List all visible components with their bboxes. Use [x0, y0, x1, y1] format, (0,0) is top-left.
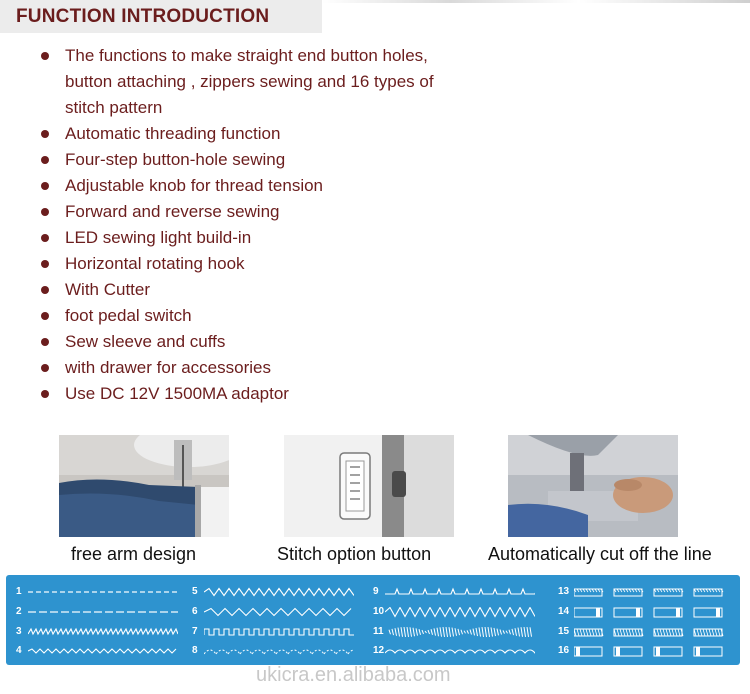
stitch-number: 5 [192, 586, 198, 597]
decorative-top-line [322, 0, 750, 3]
stitch-pattern-icon [204, 646, 354, 657]
stitch-pattern-icon [574, 627, 729, 638]
stitch-option-photo [284, 435, 454, 537]
stitch-number: 6 [192, 606, 198, 617]
feature-item: with drawer for accessories [38, 355, 458, 381]
stitch-pattern-icon [204, 587, 354, 598]
feature-item: Use DC 12V 1500MA adaptor [38, 381, 458, 407]
stitch-pattern-item [373, 584, 537, 600]
stitch-number: 9 [373, 586, 379, 597]
stitch-pattern-item [16, 604, 180, 620]
watermark: ukicra.en.alibaba.com [256, 664, 451, 686]
feature-item: Adjustable knob for thread tension [38, 173, 458, 199]
stitch-pattern-panel [6, 575, 740, 665]
stitch-pattern-item [16, 643, 180, 659]
stitch-number: 7 [192, 626, 198, 637]
feature-item: Sew sleeve and cuffs [38, 329, 458, 355]
stitch-pattern-item [560, 604, 729, 620]
stitch-pattern-icon [385, 646, 535, 657]
feature-list [38, 43, 458, 407]
stitch-pattern-icon [385, 627, 535, 638]
stitch-number: 8 [192, 645, 198, 656]
free-arm-caption: free arm design [71, 544, 197, 564]
stitch-pattern-icon [385, 607, 535, 618]
auto-cut-photo [508, 435, 678, 537]
feature-item: Horizontal rotating hook [38, 251, 458, 277]
stitch-option-caption: Stitch option button [277, 544, 432, 564]
stitch-pattern-item [373, 604, 537, 620]
stitch-number: 1 [16, 586, 22, 597]
stitch-pattern-item [560, 624, 729, 640]
stitch-pattern-icon [28, 607, 178, 618]
header-band [0, 0, 322, 33]
page-title: FUNCTION INTRODUCTION [16, 6, 270, 27]
stitch-number: 10 [373, 606, 385, 617]
stitch-pattern-item [373, 624, 537, 640]
feature-item: With Cutter [38, 277, 458, 303]
feature-item: LED sewing light build-in [38, 225, 458, 251]
stitch-number: 11 [373, 626, 384, 637]
stitch-pattern-item [192, 643, 356, 659]
stitch-pattern-item [16, 584, 180, 600]
stitch-pattern-item [373, 643, 537, 659]
stitch-number: 15 [558, 626, 570, 637]
stitch-pattern-icon [204, 627, 354, 638]
feature-item: Four-step button-hole sewing [38, 147, 458, 173]
stitch-pattern-item [192, 584, 356, 600]
stitch-number: 13 [558, 586, 570, 597]
stitch-number: 3 [16, 626, 22, 637]
stitch-pattern-icon [204, 607, 354, 618]
stitch-number: 14 [558, 606, 570, 617]
stitch-pattern-icon [28, 646, 178, 657]
feature-item: foot pedal switch [38, 303, 458, 329]
stitch-pattern-icon [574, 587, 729, 598]
stitch-pattern-item [560, 643, 729, 659]
free-arm-photo [59, 435, 229, 537]
stitch-number: 4 [16, 645, 22, 656]
auto-cut-caption: Automatically cut off the line [488, 544, 712, 564]
stitch-number: 16 [558, 645, 570, 656]
stitch-pattern-item [192, 624, 356, 640]
stitch-pattern-item [192, 604, 356, 620]
stitch-number: 2 [16, 606, 22, 617]
stitch-pattern-item [560, 584, 729, 600]
stitch-pattern-icon [574, 646, 729, 657]
feature-item: Forward and reverse sewing [38, 199, 458, 225]
stitch-pattern-icon [28, 587, 178, 598]
feature-item: Automatic threading function [38, 121, 458, 147]
stitch-pattern-icon [385, 587, 535, 598]
stitch-number: 12 [373, 645, 385, 656]
feature-item: The functions to make straight end button holes, button attaching , zippers sewing and 16 types of stitch pattern [38, 43, 458, 121]
stitch-pattern-item [16, 624, 180, 640]
stitch-pattern-icon [28, 627, 178, 638]
stitch-pattern-icon [574, 607, 729, 618]
